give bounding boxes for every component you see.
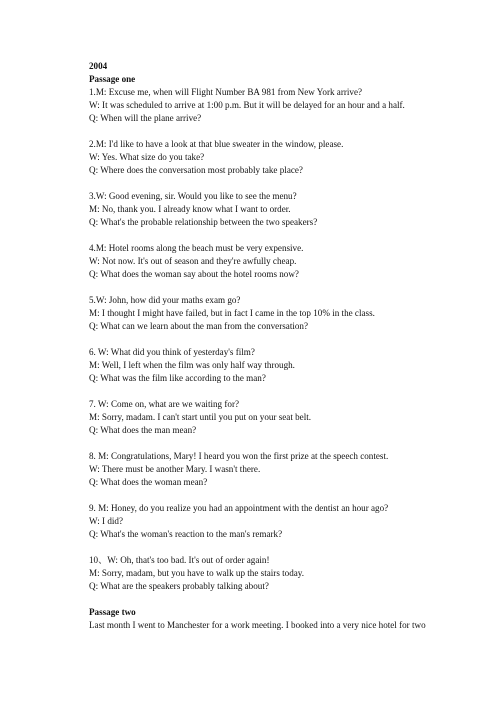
dialogue-first-line: 2.M: I'd like to have a look at that blue sweater in the window, please.	[89, 139, 344, 149]
paragraph-gap	[89, 281, 489, 294]
dialogue-line: M: No, thank you. I already know what I want to order.	[89, 204, 291, 214]
paragraph-gap	[89, 177, 489, 190]
document-page	[89, 60, 489, 632]
dialogue-question-line: Q: What are the speakers probably talking about?	[89, 581, 269, 591]
dialogue-question-line: Q: Where does the conversation most probably take place?	[89, 165, 303, 175]
dialogue-block	[89, 294, 489, 346]
dialogue-question-line: Q: What was the film like according to the man?	[89, 373, 266, 383]
dialogue-block	[89, 242, 489, 294]
paragraph-gap	[89, 229, 489, 242]
dialogue-block	[89, 190, 489, 242]
dialogue-line: M: Well, I left when the film was only half way through.	[89, 360, 295, 370]
dialogue-block	[89, 554, 489, 606]
paragraph-gap	[89, 593, 489, 606]
dialogue-line: M: Sorry, madam. I can't start until you put on your seat belt.	[89, 412, 312, 422]
dialogue-block	[89, 502, 489, 554]
paragraph-gap	[89, 437, 489, 450]
paragraph-gap	[89, 489, 489, 502]
paragraph-gap	[89, 125, 489, 138]
dialogue-line: W: I did?	[89, 516, 124, 526]
dialogue-line: W: Yes. What size do you take?	[89, 152, 205, 162]
dialogue-line: M: Sorry, madam, but you have to walk up the stairs today.	[89, 568, 305, 578]
dialogue-question-line: Q: What does the man mean?	[89, 425, 197, 435]
dialogue-block	[89, 450, 489, 502]
dialogue-question-line: Q: What can we learn about the man from the conversation?	[89, 321, 309, 331]
passage-two-heading: Passage two	[89, 607, 136, 617]
dialogue-first-line: 1.M: Excuse me, when will Flight Number BA 981 from New York arrive?	[89, 87, 363, 97]
dialogue-block	[89, 398, 489, 450]
dialogue-first-line: 3.W: Good evening, sir. Would you like to see the menu?	[89, 191, 297, 201]
dialogue-question-line: Q: What's the probable relationship between the two speakers?	[89, 217, 318, 227]
dialogue-line: W: Not now. It's out of season and they're awfully cheap.	[89, 256, 297, 266]
dialogue-first-line: 7. W: Come on, what are we waiting for?	[89, 399, 240, 409]
dialogue-block	[89, 86, 489, 138]
dialogue-first-line: 4.M: Hotel rooms along the beach must be very expensive.	[89, 243, 304, 253]
dialogue-first-line: 9. M: Honey, do you realize you had an appointment with the dentist an hour ago?	[89, 503, 389, 513]
dialogue-question-line: Q: What does the woman mean?	[89, 477, 208, 487]
dialogue-first-line: 5.W: John, how did your maths exam go?	[89, 295, 241, 305]
dialogue-question-line: Q: What's the woman's reaction to the man's remark?	[89, 529, 283, 539]
dialogue-first-line: 6. W: What did you think of yesterday's film?	[89, 347, 255, 357]
paragraph-gap	[89, 385, 489, 398]
dialogue-first-line: 10、W: Oh, that's too bad. It's out of order again!	[89, 555, 270, 565]
dialogue-line: W: It was scheduled to arrive at 1:00 p.m. But it will be delayed for an hour and a half.	[89, 100, 405, 110]
passage-one-heading: Passage one	[89, 74, 136, 84]
paragraph-gap	[89, 541, 489, 554]
dialogue-line: M: I thought I might have failed, but in fact I came in the top 10% in the class.	[89, 308, 375, 318]
dialogue-line: W: There must be another Mary. I wasn't there.	[89, 464, 261, 474]
dialogue-list	[89, 86, 489, 606]
paragraph-gap	[89, 333, 489, 346]
dialogue-question-line: Q: When will the plane arrive?	[89, 113, 202, 123]
dialogue-first-line: 8. M: Congratulations, Mary! I heard you won the first prize at the speech contest.	[89, 451, 389, 461]
dialogue-question-line: Q: What does the woman say about the hotel rooms now?	[89, 269, 299, 279]
passage-two-text: Last month I went to Manchester for a work meeting. I booked into a very nice hotel for two	[89, 620, 426, 630]
year-heading: 2004	[89, 61, 108, 71]
dialogue-block	[89, 346, 489, 398]
dialogue-block	[89, 138, 489, 190]
